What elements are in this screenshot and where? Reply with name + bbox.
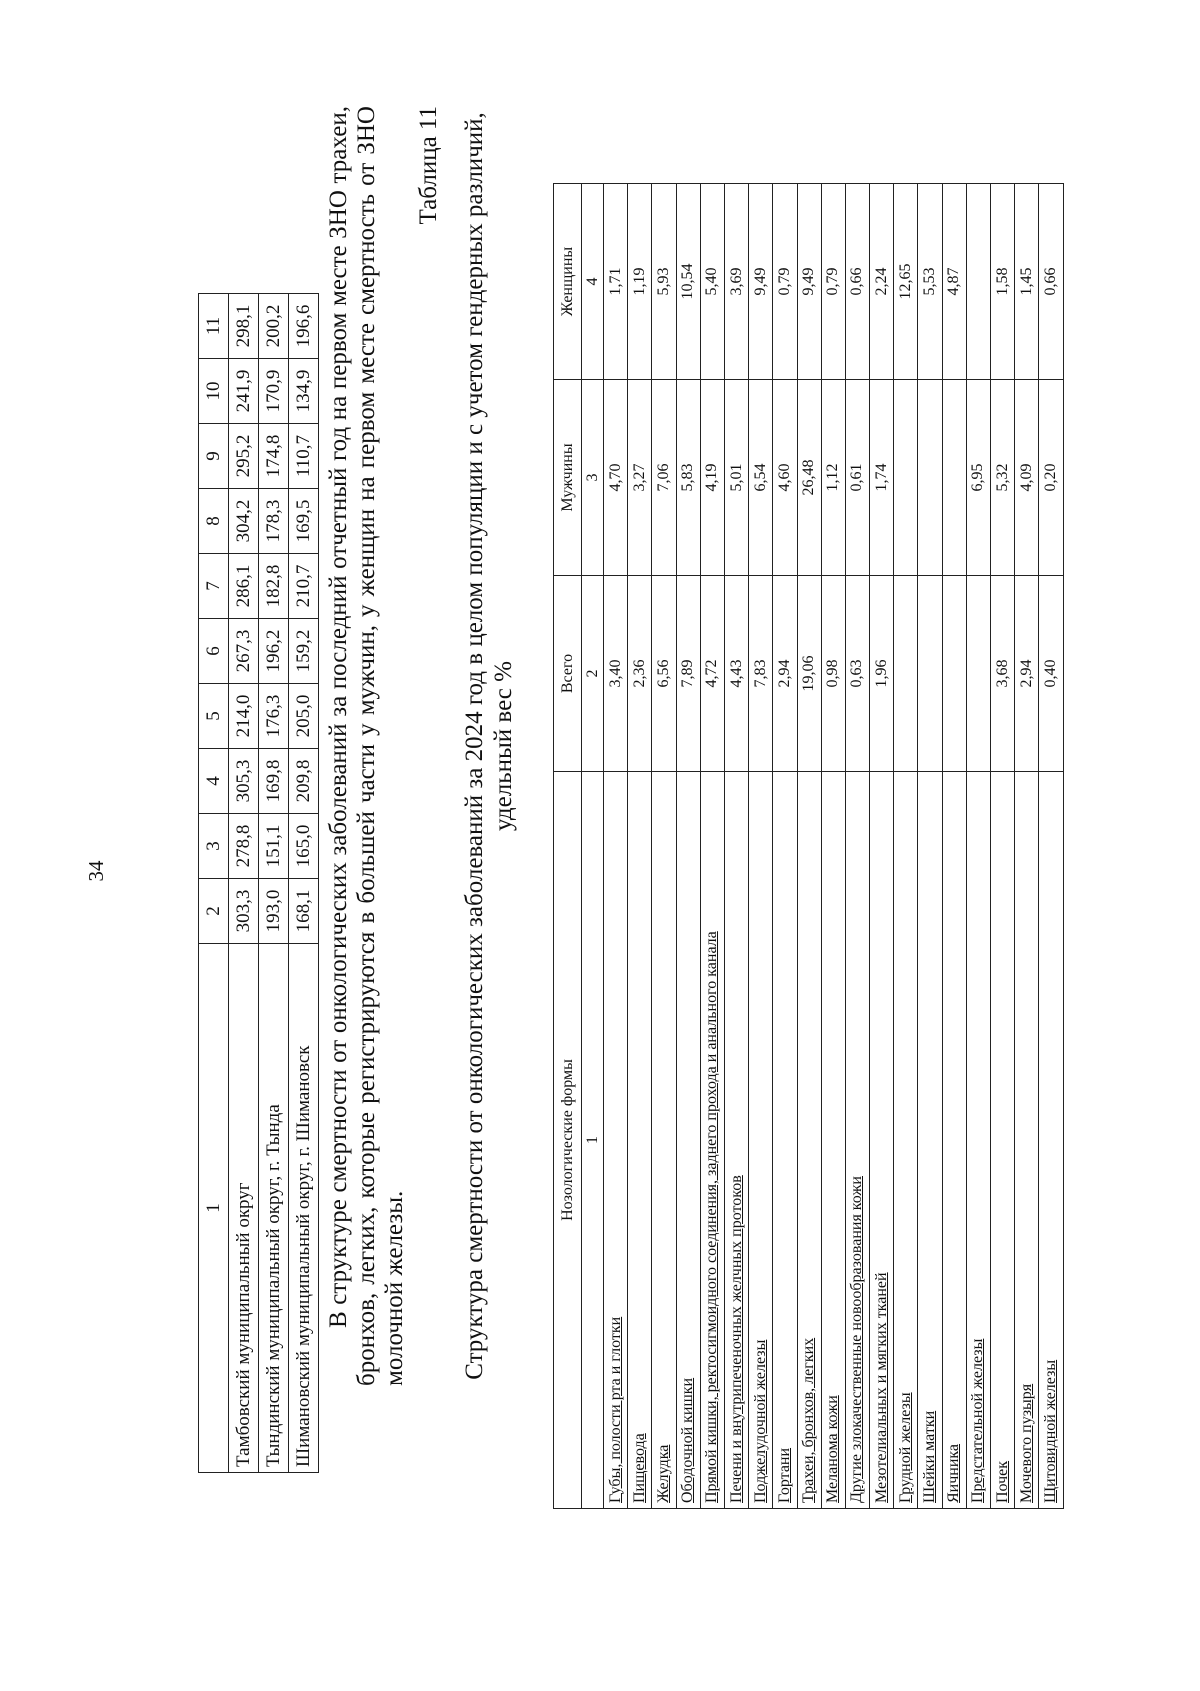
total-cell: 0,98 [821, 576, 845, 772]
value-cell: 159,2 [289, 619, 319, 684]
total-cell [966, 576, 990, 772]
value-cell: 174,8 [259, 424, 289, 489]
table-row [1039, 184, 1063, 1509]
total-cell: 4,43 [724, 576, 748, 772]
men-cell: 5,32 [991, 380, 1015, 576]
header-cell: 9 [199, 424, 229, 489]
table-row [845, 184, 869, 1509]
value-cell: 196,2 [259, 619, 289, 684]
men-cell: 4,70 [604, 380, 628, 576]
men-cell: 4,09 [1015, 380, 1039, 576]
men-cell: 6,95 [966, 380, 990, 576]
value-cell: 205,0 [289, 684, 319, 749]
header-cell: 6 [199, 619, 229, 684]
women-cell: 9,49 [797, 184, 821, 380]
header-cell: Нозологические формы [554, 772, 582, 1509]
table-row [797, 184, 821, 1509]
row-name: Предстательной железы [966, 772, 990, 1509]
row-name: Гортани [773, 772, 797, 1509]
men-cell: 6,54 [749, 380, 773, 576]
row-name: Шимановский муниципальный округ, г. Шимановск [289, 944, 319, 1473]
women-cell: 3,69 [724, 184, 748, 380]
table-row [652, 184, 676, 1509]
body-paragraph [325, 106, 409, 1386]
value-cell: 295,2 [229, 424, 259, 489]
table-row [821, 184, 845, 1509]
total-cell: 6,56 [652, 576, 676, 772]
men-cell: 7,06 [652, 380, 676, 576]
total-cell: 0,40 [1039, 576, 1063, 772]
value-cell: 298,1 [229, 294, 259, 359]
header-cell: 4 [199, 749, 229, 814]
table-row [289, 294, 319, 1473]
value-cell: 210,7 [289, 554, 319, 619]
value-cell: 151,1 [259, 814, 289, 879]
total-cell: 19,06 [797, 576, 821, 772]
row-name: Меланома кожи [821, 772, 845, 1509]
header-cell: 11 [199, 294, 229, 359]
total-cell [894, 576, 918, 772]
women-cell: 1,45 [1015, 184, 1039, 380]
total-cell: 2,36 [628, 576, 652, 772]
men-cell [918, 380, 942, 576]
women-cell: 12,65 [894, 184, 918, 380]
mortality-structure-table [553, 183, 1064, 1509]
women-cell: 0,66 [845, 184, 869, 380]
total-cell [918, 576, 942, 772]
row-name: Грудной железы [894, 772, 918, 1509]
value-cell: 165,0 [289, 814, 319, 879]
men-cell [894, 380, 918, 576]
total-cell: 2,94 [773, 576, 797, 772]
column-number-row [582, 184, 604, 1509]
table-row [1015, 184, 1039, 1509]
table-title-line: Структура смертности от онкологических заболеваний за 2024 год в целом популяции и с учетом гендерных различий, [461, 112, 488, 1380]
value-cell: 178,3 [259, 489, 289, 554]
women-cell: 1,19 [628, 184, 652, 380]
women-cell: 4,87 [942, 184, 966, 380]
men-cell: 3,27 [628, 380, 652, 576]
value-cell: 110,7 [289, 424, 319, 489]
header-cell: 2 [199, 879, 229, 944]
women-cell: 5,93 [652, 184, 676, 380]
table-row [700, 184, 724, 1509]
table-row [894, 184, 918, 1509]
table-row [918, 184, 942, 1509]
value-cell: 134,9 [289, 359, 319, 424]
total-cell: 2,94 [1015, 576, 1039, 772]
women-cell: 9,49 [749, 184, 773, 380]
men-cell: 5,01 [724, 380, 748, 576]
women-cell: 10,54 [676, 184, 700, 380]
column-number: 2 [582, 576, 604, 772]
paragraph-text: В структуре смертности от онкологических заболеваний за последний отчетный год на первом месте ЗНО трахеи, бронхов, легких, которые регистрируются в большей части у мужчин, у женщин на первом месте смертность от ЗНО молочной железы. [325, 106, 408, 1386]
row-name: Другие злокачественные новообразования кожи [845, 772, 869, 1509]
column-number: 4 [582, 184, 604, 380]
table-row [724, 184, 748, 1509]
value-cell: 305,3 [229, 749, 259, 814]
table-row [991, 184, 1015, 1509]
header-cell: Женщины [554, 184, 582, 380]
row-name: Желудка [652, 772, 676, 1509]
row-name: Губы, полости рта и глотки [604, 772, 628, 1509]
total-cell: 0,63 [845, 576, 869, 772]
header-cell: 5 [199, 684, 229, 749]
row-name: Шейки матки [918, 772, 942, 1509]
district-rates-table [198, 293, 319, 1473]
row-name: Ободочной кишки [676, 772, 700, 1509]
header-cell: Всего [554, 576, 582, 772]
total-cell: 7,89 [676, 576, 700, 772]
table-row [870, 184, 894, 1509]
table-row [229, 294, 259, 1473]
women-cell: 0,66 [1039, 184, 1063, 380]
header-cell: 3 [199, 814, 229, 879]
total-cell: 1,96 [870, 576, 894, 772]
total-cell: 4,72 [700, 576, 724, 772]
value-cell: 241,9 [229, 359, 259, 424]
men-cell: 4,60 [773, 380, 797, 576]
women-cell: 1,71 [604, 184, 628, 380]
header-cell: 8 [199, 489, 229, 554]
table-row [628, 184, 652, 1509]
table-title-line: удельный вес % [490, 661, 517, 831]
value-cell: 286,1 [229, 554, 259, 619]
row-name: Тындинский муниципальный округ, г. Тында [259, 944, 289, 1473]
page-number: 34 [84, 860, 108, 882]
value-cell: 169,8 [259, 749, 289, 814]
table-header-row [199, 294, 229, 1473]
value-cell: 170,9 [259, 359, 289, 424]
header-cell: Мужчины [554, 380, 582, 576]
row-name: Печени и внутрипеченочных желчных протоков [724, 772, 748, 1509]
total-cell: 3,40 [604, 576, 628, 772]
table-row [676, 184, 700, 1509]
total-cell [942, 576, 966, 772]
men-cell [942, 380, 966, 576]
table-row [749, 184, 773, 1509]
value-cell: 267,3 [229, 619, 259, 684]
table-header-row [554, 184, 582, 1509]
value-cell: 182,8 [259, 554, 289, 619]
women-cell: 2,24 [870, 184, 894, 380]
table-row [942, 184, 966, 1509]
value-cell: 303,3 [229, 879, 259, 944]
row-name: Мочевого пузыря [1015, 772, 1039, 1509]
row-name: Пищевода [628, 772, 652, 1509]
women-cell: 5,40 [700, 184, 724, 380]
women-cell [966, 184, 990, 380]
table-title [460, 106, 518, 1386]
men-cell: 0,61 [845, 380, 869, 576]
table-row [259, 294, 289, 1473]
row-name: Щитовидной железы [1039, 772, 1063, 1509]
men-cell: 4,19 [700, 380, 724, 576]
value-cell: 278,8 [229, 814, 259, 879]
header-cell: 10 [199, 359, 229, 424]
row-name: Трахеи, бронхов, легких [797, 772, 821, 1509]
header-cell: 1 [199, 944, 229, 1473]
men-cell: 26,48 [797, 380, 821, 576]
total-cell: 3,68 [991, 576, 1015, 772]
total-cell: 7,83 [749, 576, 773, 772]
women-cell: 0,79 [773, 184, 797, 380]
value-cell: 168,1 [289, 879, 319, 944]
row-name: Почек [991, 772, 1015, 1509]
row-name: Тамбовский муниципальный округ [229, 944, 259, 1473]
value-cell: 200,2 [259, 294, 289, 359]
table-row [773, 184, 797, 1509]
row-name: Прямой кишки, ректосигмоидного соединения, заднего прохода и анального канала [700, 772, 724, 1509]
value-cell: 209,8 [289, 749, 319, 814]
women-cell: 1,58 [991, 184, 1015, 380]
row-name: Поджелудочной железы [749, 772, 773, 1509]
men-cell: 0,20 [1039, 380, 1063, 576]
table-label: Таблица 11 [415, 106, 442, 225]
value-cell: 196,6 [289, 294, 319, 359]
row-name: Мезотелиальных и мягких тканей [870, 772, 894, 1509]
value-cell: 193,0 [259, 879, 289, 944]
row-name: Яичника [942, 772, 966, 1509]
table-row [604, 184, 628, 1509]
header-cell: 7 [199, 554, 229, 619]
men-cell: 5,83 [676, 380, 700, 576]
value-cell: 176,3 [259, 684, 289, 749]
women-cell: 5,53 [918, 184, 942, 380]
column-number: 3 [582, 380, 604, 576]
value-cell: 304,2 [229, 489, 259, 554]
table-row [966, 184, 990, 1509]
value-cell: 169,5 [289, 489, 319, 554]
women-cell: 0,79 [821, 184, 845, 380]
column-number: 1 [582, 772, 604, 1509]
value-cell: 214,0 [229, 684, 259, 749]
men-cell: 1,74 [870, 380, 894, 576]
men-cell: 1,12 [821, 380, 845, 576]
